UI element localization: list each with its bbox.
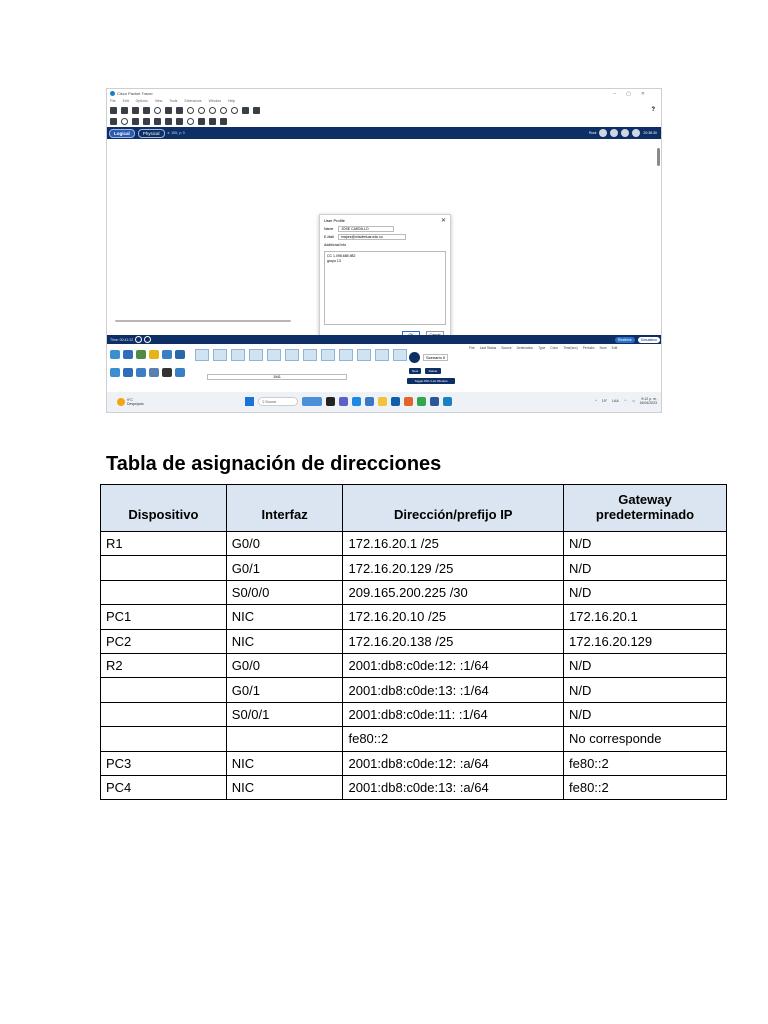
- cell-interface: NIC: [226, 629, 343, 653]
- open-folder-icon[interactable]: [121, 107, 128, 114]
- info-line-1: CC 1.098.685.982: [327, 254, 356, 258]
- cell-interface: S0/0/0: [226, 580, 343, 604]
- cell-interface: [226, 727, 343, 751]
- window-controls[interactable]: –▢✕: [613, 90, 655, 97]
- packet-tracer-logo-icon: [110, 91, 115, 96]
- back-icon[interactable]: [599, 129, 607, 137]
- cell-interface: NIC: [226, 751, 343, 775]
- widgets-icon[interactable]: [302, 397, 322, 406]
- search-placeholder: Buscar: [265, 399, 277, 404]
- tab-logical[interactable]: Logical: [109, 129, 135, 138]
- router-model-icon[interactable]: [285, 349, 299, 361]
- hubs-icon[interactable]: [136, 368, 146, 377]
- language-indicator[interactable]: LAA: [612, 399, 619, 403]
- address-table: [100, 484, 727, 800]
- cell-device: [101, 556, 227, 580]
- rectangle-icon[interactable]: [176, 118, 183, 125]
- freeform-icon[interactable]: [198, 118, 205, 125]
- add-simple-pdu-icon[interactable]: [209, 118, 216, 125]
- help-icon[interactable]: ?: [651, 107, 655, 113]
- pdu-col-edit: Edit: [611, 346, 618, 350]
- zoom-in-icon[interactable]: [209, 107, 216, 114]
- cell-device: [101, 580, 227, 604]
- workspace-canvas[interactable]: [107, 140, 662, 326]
- pdu-col-type: Type: [538, 346, 546, 350]
- device-categories-row-1: [110, 350, 185, 359]
- print-icon[interactable]: [143, 107, 150, 114]
- router-models: [195, 349, 407, 361]
- simulation-time: Time: 00:41:22: [110, 337, 134, 342]
- additional-info-label: Additional Info: [324, 243, 347, 247]
- cell-ip: 172.16.20.129 /25: [343, 556, 564, 580]
- pdu-list-header: [469, 346, 617, 350]
- mail-icon[interactable]: [391, 397, 400, 406]
- cell-device: PC2: [101, 629, 227, 653]
- menu-edit[interactable]: Edit: [122, 99, 129, 103]
- menu-window[interactable]: Window: [208, 99, 222, 103]
- weather-temp-short: 19°: [601, 399, 608, 403]
- word-icon[interactable]: [430, 397, 439, 406]
- dialog-title: User Profile: [324, 217, 345, 223]
- table-row: [101, 532, 727, 556]
- secondary-toolbar: [107, 116, 661, 127]
- header-ip-prefix: Dirección/prefijo IP: [343, 485, 564, 532]
- router-model-icon[interactable]: [195, 349, 209, 361]
- cell-device: [101, 727, 227, 751]
- cell-ip: 2001:db8:c0de:13: :a/64: [343, 775, 564, 799]
- pdu-col-time: Time(sec): [563, 346, 578, 350]
- scenario-panel: [403, 348, 463, 388]
- window-titlebar: [107, 89, 661, 98]
- pdu-col-periodic: Periodic: [582, 346, 595, 350]
- add-complex-pdu-icon[interactable]: [220, 118, 227, 125]
- time-bar: [107, 335, 662, 344]
- multiuser-icon[interactable]: [175, 350, 185, 359]
- horizontal-scrollbar[interactable]: [115, 320, 291, 322]
- menu-tools[interactable]: Tools: [169, 99, 178, 103]
- power-cycle-icon[interactable]: [135, 336, 142, 343]
- realtime-mode-button[interactable]: Realtime: [615, 337, 635, 343]
- simulation-mode-button[interactable]: Simulation: [638, 337, 660, 343]
- table-row: [101, 556, 727, 580]
- name-label: Name: [324, 227, 334, 231]
- delete-scenario-button[interactable]: Delete: [425, 368, 441, 374]
- additional-info-textarea[interactable]: [324, 251, 446, 325]
- store-icon[interactable]: [365, 397, 374, 406]
- components-icon[interactable]: [136, 350, 146, 359]
- router-model-icon[interactable]: [303, 349, 317, 361]
- table-row: [101, 775, 727, 799]
- menu-extensions[interactable]: Extensions: [184, 99, 202, 103]
- search-icon: ⚲: [262, 399, 266, 404]
- new-scenario-button[interactable]: New: [409, 368, 421, 374]
- pdu-col-color: Color: [550, 346, 559, 350]
- task-view-icon[interactable]: [326, 397, 335, 406]
- table-row: [101, 751, 727, 775]
- info-line-2: grupo 13: [327, 259, 341, 263]
- table-row: [101, 727, 727, 751]
- firefox-icon[interactable]: [404, 397, 413, 406]
- paste-icon[interactable]: [176, 107, 183, 114]
- cell-ip: 2001:db8:c0de:12: :a/64: [343, 751, 564, 775]
- windows-taskbar: [107, 392, 662, 412]
- weather-temp: 9°C: [127, 398, 133, 402]
- cell-interface: G0/0: [226, 653, 343, 677]
- menu-help[interactable]: Help: [228, 99, 236, 103]
- cell-ip: 2001:db8:c0de:11: :1/64: [343, 702, 564, 726]
- cell-gateway: N/D: [564, 556, 727, 580]
- cell-device: [101, 678, 227, 702]
- cell-gateway: N/D: [564, 532, 727, 556]
- cell-gateway: N/D: [564, 702, 727, 726]
- new-file-icon[interactable]: [110, 107, 117, 114]
- table-row: [101, 629, 727, 653]
- router-model-icon[interactable]: [267, 349, 281, 361]
- chrome-icon[interactable]: [417, 397, 426, 406]
- cell-ip: 2001:db8:c0de:13: :1/64: [343, 678, 564, 702]
- cluster-icon[interactable]: [610, 129, 618, 137]
- router-model-icon[interactable]: [249, 349, 263, 361]
- resize-icon[interactable]: [143, 118, 150, 125]
- cell-interface: G0/1: [226, 556, 343, 580]
- custom-device-icon[interactable]: [253, 107, 260, 114]
- menu-file[interactable]: File: [110, 99, 116, 103]
- window-title: Cisco Packet Tracer: [117, 91, 153, 96]
- packet-tracer-taskbar-icon[interactable]: [443, 397, 452, 406]
- activity-wizard-icon[interactable]: [154, 107, 161, 114]
- fast-forward-icon[interactable]: [144, 336, 151, 343]
- cell-ip: 172.16.20.138 /25: [343, 629, 564, 653]
- dialog-header: [320, 215, 450, 225]
- router-model-icon[interactable]: [213, 349, 227, 361]
- menu-options[interactable]: Options: [135, 99, 148, 103]
- table-header-row: [101, 485, 727, 532]
- ellipse-icon[interactable]: [187, 118, 194, 125]
- cell-gateway: 172.16.20.129: [564, 629, 727, 653]
- miscellaneous-icon[interactable]: [162, 350, 172, 359]
- cursor-coordinates: x: 155, y: 0: [167, 131, 185, 135]
- device-panel: [107, 344, 662, 394]
- network-devices-icon[interactable]: [110, 350, 120, 359]
- cell-interface: S0/0/1: [226, 702, 343, 726]
- cell-interface: NIC: [226, 605, 343, 629]
- pdu-col-num: Num: [599, 346, 607, 350]
- menu-view[interactable]: View: [154, 99, 163, 103]
- chevron-up-icon[interactable]: ^: [595, 399, 597, 403]
- root-label: Root: [588, 131, 597, 135]
- line-icon[interactable]: [165, 118, 172, 125]
- cell-interface: G0/1: [226, 678, 343, 702]
- cell-device: PC4: [101, 775, 227, 799]
- file-explorer-icon[interactable]: [378, 397, 387, 406]
- volume-icon[interactable]: ◁: [631, 399, 635, 403]
- cell-device: R1: [101, 532, 227, 556]
- cell-interface: NIC: [226, 775, 343, 799]
- windows-start-icon[interactable]: [245, 397, 254, 406]
- sun-icon: [117, 398, 125, 406]
- chat-icon[interactable]: [339, 397, 348, 406]
- toggle-pdu-list-button[interactable]: Toggle PDU List Window: [407, 378, 455, 384]
- router-model-icon[interactable]: [321, 349, 335, 361]
- email-label: E-Mail: [324, 235, 334, 239]
- table-row: [101, 605, 727, 629]
- weather-widget[interactable]: [117, 398, 144, 406]
- scenario-select[interactable]: Scenario 0: [423, 354, 448, 361]
- device-categories-row-2: [110, 368, 185, 377]
- undo-icon[interactable]: [187, 107, 194, 114]
- router-model-icon[interactable]: [357, 349, 371, 361]
- cell-gateway: N/D: [564, 653, 727, 677]
- cell-ip: 209.165.200.225 /30: [343, 580, 564, 604]
- wan-emulation-icon[interactable]: [175, 368, 185, 377]
- table-row: [101, 653, 727, 677]
- delete-icon[interactable]: [132, 118, 139, 125]
- close-icon[interactable]: ✕: [440, 217, 446, 224]
- router-model-icon[interactable]: [375, 349, 389, 361]
- selected-device-name: 1941: [207, 374, 347, 380]
- pdu-col-fire: Fire: [469, 346, 475, 350]
- cell-device: R2: [101, 653, 227, 677]
- router-model-icon[interactable]: [231, 349, 245, 361]
- cell-gateway: N/D: [564, 580, 727, 604]
- cell-ip: 172.16.20.1 /25: [343, 532, 564, 556]
- viewport-icon[interactable]: [621, 129, 629, 137]
- header-device: Dispositivo: [101, 485, 227, 532]
- cell-interface: G0/0: [226, 532, 343, 556]
- redo-icon[interactable]: [198, 107, 205, 114]
- main-toolbar: [107, 104, 661, 116]
- cell-device: [101, 702, 227, 726]
- switches-icon[interactable]: [123, 368, 133, 377]
- taskbar-apps: [245, 397, 452, 406]
- zoom-out-icon[interactable]: [231, 107, 238, 114]
- additional-info-row: [320, 241, 450, 249]
- cell-gateway: N/D: [564, 678, 727, 702]
- cell-device: PC3: [101, 751, 227, 775]
- system-tray: [595, 397, 657, 405]
- note-icon[interactable]: [154, 118, 161, 125]
- wifi-icon[interactable]: ◠: [623, 399, 627, 403]
- cell-ip: 2001:db8:c0de:12: :1/64: [343, 653, 564, 677]
- connections-icon[interactable]: [149, 350, 159, 359]
- inspect-icon[interactable]: [121, 118, 128, 125]
- header-interface: Interfaz: [226, 485, 343, 532]
- name-row: [320, 225, 450, 233]
- pdu-col-source: Source: [501, 346, 512, 350]
- workspace-time: 20:38:30: [643, 131, 657, 135]
- mode-switch: [615, 337, 660, 343]
- tab-physical[interactable]: Physical: [138, 129, 165, 138]
- pdu-col-last-status: Last Status: [479, 346, 497, 350]
- edge-icon[interactable]: [352, 397, 361, 406]
- cell-gateway: No corresponde: [564, 727, 727, 751]
- security-icon[interactable]: [162, 368, 172, 377]
- routers-icon[interactable]: [110, 368, 120, 377]
- scenario-icon: [409, 352, 420, 363]
- table-row: [101, 678, 727, 702]
- clock-date: 15/04/2023: [639, 401, 657, 405]
- copy-icon[interactable]: [165, 107, 172, 114]
- table-row: [101, 580, 727, 604]
- vertical-scrollbar[interactable]: [657, 148, 660, 166]
- table-row: [101, 702, 727, 726]
- zoom-reset-icon[interactable]: [220, 107, 227, 114]
- page-title: Tabla de asignación de direcciones: [106, 453, 442, 475]
- taskbar-search[interactable]: [258, 397, 298, 406]
- cell-gateway: fe80::2: [564, 751, 727, 775]
- cell-gateway: fe80::2: [564, 775, 727, 799]
- select-icon[interactable]: [110, 118, 117, 125]
- name-field[interactable]: JOSE CARDILLO: [338, 226, 394, 232]
- clock-icon: [632, 129, 640, 137]
- cell-device: PC1: [101, 605, 227, 629]
- header-gateway: Gateway predeterminado: [564, 485, 727, 532]
- router-model-icon[interactable]: [339, 349, 353, 361]
- packet-tracer-screenshot: [106, 88, 662, 413]
- workspace-tabs: [107, 127, 661, 139]
- save-icon[interactable]: [132, 107, 139, 114]
- cell-gateway: 172.16.20.1: [564, 605, 727, 629]
- pdu-col-destination: Destination: [516, 346, 534, 350]
- cell-ip: 172.16.20.10 /25: [343, 605, 564, 629]
- email-field[interactable]: mapez@misdirrtuar.edu.co: [338, 234, 406, 240]
- palette-icon[interactable]: [242, 107, 249, 114]
- top-right-controls: [589, 129, 657, 137]
- weather-desc: Despejado: [127, 402, 144, 406]
- clock-time: 9:12 p. m.: [641, 397, 657, 401]
- wireless-icon[interactable]: [149, 368, 159, 377]
- cell-ip: fe80::2: [343, 727, 564, 751]
- email-row: [320, 233, 450, 241]
- end-devices-icon[interactable]: [123, 350, 133, 359]
